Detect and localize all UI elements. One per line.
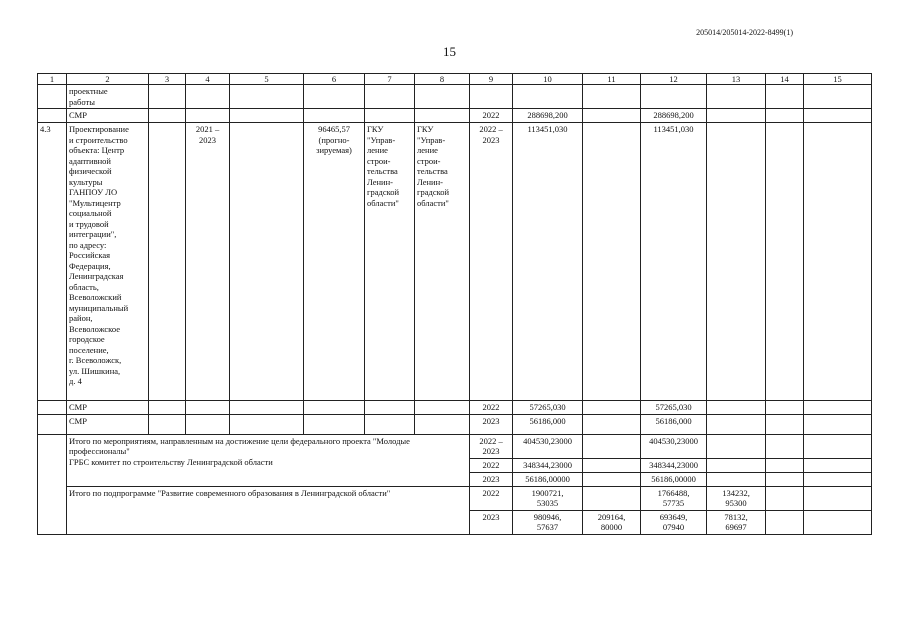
year-cell: 2022 – 2023	[470, 123, 513, 401]
item-name-cell: СМР	[67, 414, 149, 434]
amount-cell: 348344,23000	[513, 458, 583, 472]
amount-cell: 288698,200	[513, 109, 583, 123]
amount-cell: 288698,200	[641, 109, 707, 123]
amount-cell: 134232, 95300	[707, 486, 766, 510]
header-cell: 11	[583, 74, 641, 85]
period-cell: 2021 – 2023	[186, 123, 230, 401]
table-row	[38, 123, 872, 401]
row-number-cell: 4.3	[38, 123, 67, 401]
header-cell: 6	[304, 74, 365, 85]
table-row	[38, 109, 872, 123]
header-cell: 4	[186, 74, 230, 85]
subprogram-total-row	[38, 486, 872, 510]
amount-cell: 348344,23000	[641, 458, 707, 472]
header-cell: 13	[707, 74, 766, 85]
amount-cell: 209164, 80000	[583, 510, 641, 534]
page-number: 15	[443, 44, 456, 59]
header-cell: 3	[149, 74, 186, 85]
total-subprogram-label: Итого по подпрограмме "Развитие современного образования в Ленинградской области"	[67, 486, 470, 534]
document-id: 205014/205014-2022-8499(1)	[696, 28, 793, 37]
amount-cell: 56186,00000	[513, 472, 583, 486]
header-cell: 5	[230, 74, 304, 85]
item-name-cell: СМР	[67, 401, 149, 415]
header-cell: 7	[365, 74, 415, 85]
header-cell: 9	[470, 74, 513, 85]
year-cell: 2022	[470, 109, 513, 123]
year-cell: 2022	[470, 486, 513, 510]
table-row	[38, 414, 872, 434]
amount-cell: 113451,030	[641, 123, 707, 401]
total-row	[38, 434, 872, 458]
header-cell: 12	[641, 74, 707, 85]
header-cell: 14	[766, 74, 804, 85]
amount-cell: 56186,000	[641, 414, 707, 434]
amount-cell: 113451,030	[513, 123, 583, 401]
header-cell: 2	[67, 74, 149, 85]
amount-cell: 404530,23000	[513, 434, 583, 458]
header-row	[38, 74, 872, 85]
year-cell: 2022	[470, 401, 513, 415]
item-name-cell: проектные работы	[67, 85, 149, 109]
header-cell: 1	[38, 74, 67, 85]
table-row	[38, 401, 872, 415]
amount-cell	[583, 486, 641, 510]
amount-cell: 78132, 69697	[707, 510, 766, 534]
amount-cell: 1900721, 53035	[513, 486, 583, 510]
executor-cell: ГКУ "Управ- ление строи- тельства Ленин- градской области"	[415, 123, 470, 401]
amount-cell: 56186,000	[513, 414, 583, 434]
amount-cell: 404530,23000	[641, 434, 707, 458]
total-project-label: Итого по мероприятиям, направленным на достижение цели федерального проекта "Молодые профессионалы"	[69, 435, 410, 456]
year-cell: 2023	[470, 510, 513, 534]
table-row	[38, 85, 872, 109]
grbs-label: ГРБС комитет по строительству Ленинградской области	[69, 456, 273, 467]
budget-table	[37, 73, 872, 535]
customer-cell: ГКУ "Управ- ление строи- тельства Ленин- градской области"	[365, 123, 415, 401]
total-cell	[67, 434, 470, 486]
header-cell: 8	[415, 74, 470, 85]
year-cell: 2023	[470, 414, 513, 434]
amount-cell: 57265,030	[641, 401, 707, 415]
item-name-cell: Проектирование и строительство объекта: Центр адаптивной физической культуры ГАНПОУ ЛО "Мультицентр социальной и трудовой интеграции", по адресу: Российская Федерация, Ленинградская область, Всеволожский муниципальный район, Всеволожское городское поселение, г. Всеволожск, ул. Шишкина, д. 4	[67, 123, 149, 401]
header-cell: 10	[513, 74, 583, 85]
year-cell: 2022 – 2023	[470, 434, 513, 458]
amount-cell: 980946, 57637	[513, 510, 583, 534]
cost-cell: 96465,57 (прогно- зируемая)	[304, 123, 365, 401]
amount-cell: 693649, 07940	[641, 510, 707, 534]
amount-cell: 57265,030	[513, 401, 583, 415]
header-cell: 15	[804, 74, 872, 85]
year-cell: 2022	[470, 458, 513, 472]
item-name-cell: СМР	[67, 109, 149, 123]
amount-cell: 56186,00000	[641, 472, 707, 486]
amount-cell: 1766488, 57735	[641, 486, 707, 510]
year-cell: 2023	[470, 472, 513, 486]
